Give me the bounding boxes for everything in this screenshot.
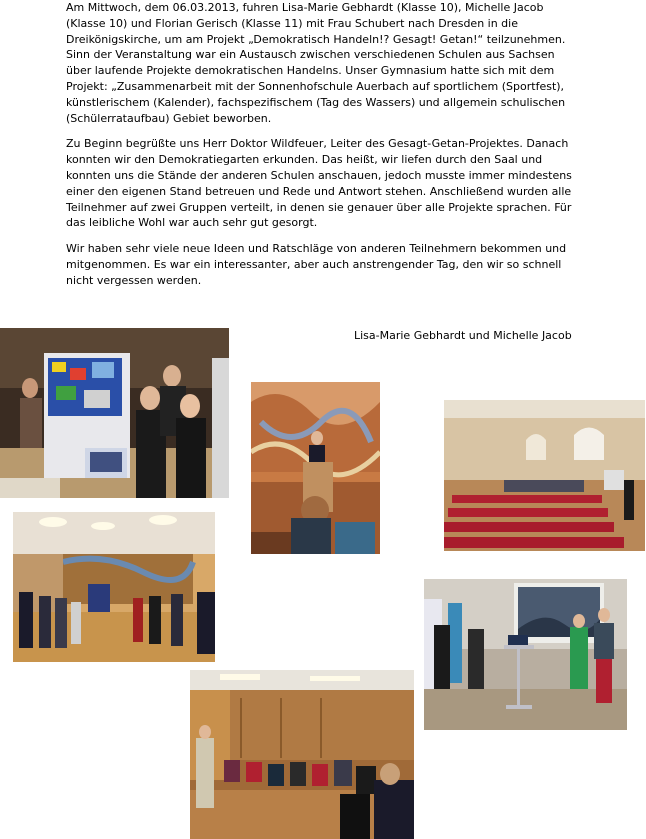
photo-hall-visitors bbox=[13, 512, 215, 662]
photo-icon bbox=[444, 400, 645, 551]
paragraph-2: Zu Beginn begrüßte uns Herr Doktor Wildfeuer, Leiter des Gesagt-Getan-Projektes. Danach konnten wir den Demokratiegarten erkunden. Das heißt, wir liefen durch den Saal und konnten uns die Stände der anderen Schulen anschauen, jedoch musste immer mindestens einer den eigenen Stand betreuen und Rede und Antwort stehen. Anschließend wurden alle Teilnehmer auf zwei Gruppen verteilt, in denen sie genauer über alle Projekte sprachen. Für das leibliche Wohl war auch sehr gut gesorgt. bbox=[66, 137, 572, 230]
photo-group-discussion bbox=[190, 670, 414, 839]
photo-presentation-screen bbox=[424, 579, 627, 730]
photo-icon bbox=[424, 579, 627, 730]
photo-hall-chairs bbox=[444, 400, 645, 551]
photo-exhibition-stand bbox=[0, 328, 229, 498]
paragraph-3: Wir haben sehr viele neue Ideen und Ratschläge von anderen Teilnehmern bekommen und mitgenommen. Es war ein interessanter, aber auch anstrengender Tag, den wir so schnell nicht vergessen werden. bbox=[66, 242, 567, 287]
article-text bbox=[66, 0, 581, 299]
photo-icon bbox=[13, 512, 215, 662]
author-line: Lisa-Marie Gebhardt und Michelle Jacob bbox=[354, 329, 572, 342]
photo-speaker-lectern bbox=[251, 382, 380, 554]
photo-icon bbox=[190, 670, 414, 839]
paragraph-1: Am Mittwoch, dem 06.03.2013, fuhren Lisa-Marie Gebhardt (Klasse 10), Michelle Jacob (Klasse 10) und Florian Gerisch (Klasse 11) mit Frau Schubert nach Dresden in die Dreikönigskirche, um am Projekt „Demokratisch Handeln!? Gesagt! Getan!“ teilzunehmen. Sinn der Veranstaltung war ein Austausch zwischen verschiedenen Schulen aus Sachsen über laufende Projekte demokratischen Handelns. Unser Gymnasium hatte sich mit dem Projekt: „Zusammenarbeit mit der Sonnenhofschule Auerbach auf sportlichem (Sportfest), künstlerischem (Kalender), fachspezifischem (Tag des Wassers) und allgemein schulischen (Schülerrataufbau) Gebiet beworben. bbox=[66, 1, 566, 125]
photo-icon bbox=[251, 382, 380, 554]
photo-icon bbox=[0, 328, 229, 498]
